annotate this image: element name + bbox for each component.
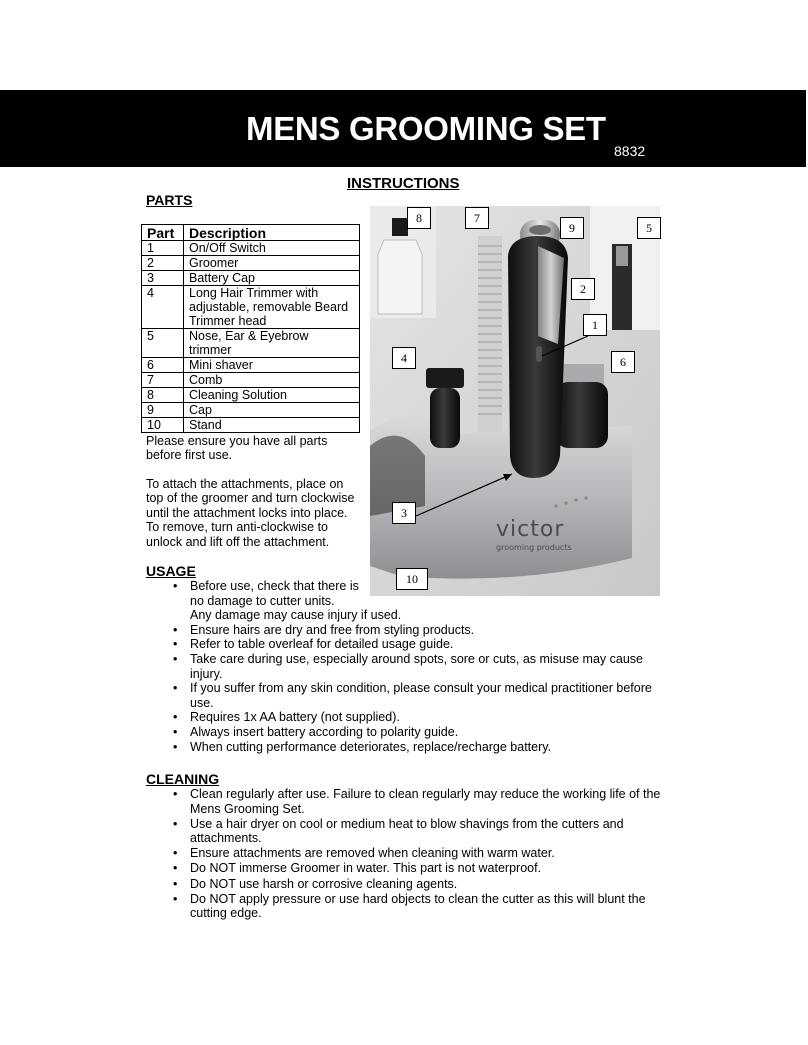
table-row: [142, 256, 360, 271]
part-number: 7: [142, 373, 184, 388]
callout-8: 8: [407, 207, 431, 229]
callout-2: 2: [571, 278, 595, 300]
callout-1: 1: [583, 314, 607, 336]
part-description: Battery Cap: [184, 271, 360, 286]
parts-heading: PARTS: [146, 192, 193, 208]
part-description: Comb: [184, 373, 360, 388]
callout-4: 4: [392, 347, 416, 369]
list-item: • Requires 1x AA battery (not supplied).: [146, 710, 666, 725]
part-number: 8: [142, 388, 184, 403]
table-row: [142, 241, 360, 256]
table-row: [142, 271, 360, 286]
list-item: • Clean regularly after use. Failure to clean regularly may reduce the working life of the Mens Grooming Set.: [146, 787, 666, 816]
table-row: [142, 388, 360, 403]
part-description: Cleaning Solution: [184, 388, 360, 403]
list-item: • Do NOT apply pressure or use hard objects to clean the cutter as this will blunt the cutting edge.: [146, 892, 666, 921]
table-row: [142, 373, 360, 388]
attach-instructions: To attach the attachments, place on top of the groomer and turn clockwise until the attachment locks into place. To remove, turn anti-clockwise to unlock and lift off the attachment.: [146, 477, 355, 549]
callout-5: 5: [637, 217, 661, 239]
page-title: MENS GROOMING SET: [246, 110, 606, 147]
instructions-heading: INSTRUCTIONS: [347, 175, 460, 192]
table-row: [142, 358, 360, 373]
part-description: Groomer: [184, 256, 360, 271]
usage-list: [146, 579, 666, 754]
part-number: 5: [142, 329, 184, 358]
title-banner: [0, 90, 806, 167]
callout-6: 6: [611, 351, 635, 373]
list-item: • Take care during use, especially around spots, sore or cuts, as misuse may cause injury.: [146, 652, 666, 681]
part-description: On/Off Switch: [184, 241, 360, 256]
brand-logo: victor: [496, 517, 565, 542]
list-item: [146, 579, 666, 623]
callout-9: 9: [560, 217, 584, 239]
list-item: • Always insert battery according to polarity guide.: [146, 725, 666, 740]
column-header-description: Description: [184, 225, 360, 241]
table-header-row: [142, 225, 360, 241]
part-number: 9: [142, 403, 184, 418]
cleaning-list: [146, 787, 666, 921]
product-photo: [370, 206, 660, 596]
list-item: • Ensure attachments are removed when cleaning with warm water.: [146, 846, 666, 861]
list-item: • Ensure hairs are dry and free from styling products.: [146, 623, 666, 638]
table-row: [142, 403, 360, 418]
table-row: [142, 329, 360, 358]
part-number: 6: [142, 358, 184, 373]
list-item: • Do NOT use harsh or corrosive cleaning agents.: [146, 877, 666, 892]
part-number: 10: [142, 418, 184, 433]
list-item: • Do NOT immerse Groomer in water. This part is not waterproof.: [146, 861, 666, 876]
part-description: Cap: [184, 403, 360, 418]
list-item: • Use a hair dryer on cool or medium heat to blow shavings from the cutters and attachments.: [146, 817, 666, 846]
brand-tagline: grooming products: [496, 543, 572, 552]
usage-item-text: no damage to cutter units.: [190, 593, 335, 608]
column-header-part: Part: [142, 225, 184, 241]
usage-heading: USAGE: [146, 563, 196, 579]
table-row: [142, 418, 360, 433]
part-number: 3: [142, 271, 184, 286]
callout-10: 10: [396, 568, 428, 590]
part-description: Nose, Ear & Eyebrow trimmer: [184, 329, 360, 358]
parts-table: [141, 224, 360, 433]
list-item: • Refer to table overleaf for detailed usage guide.: [146, 637, 666, 652]
product-illustration: [370, 206, 660, 596]
parts-note: Please ensure you have all parts before first use.: [146, 434, 328, 463]
list-item: • If you suffer from any skin condition, please consult your medical practitioner before use.: [146, 681, 666, 710]
callout-3: 3: [392, 502, 416, 524]
part-number: 2: [142, 256, 184, 271]
product-code: 8832: [614, 143, 646, 159]
usage-item-text: Any damage may cause injury if used.: [190, 608, 402, 623]
cleaning-heading: CLEANING: [146, 771, 220, 787]
usage-item-text: Before use, check that there is: [190, 579, 359, 593]
list-item: • When cutting performance deteriorates, replace/recharge battery.: [146, 740, 666, 755]
part-description: Mini shaver: [184, 358, 360, 373]
part-number: 1: [142, 241, 184, 256]
part-description: Long Hair Trimmer with adjustable, removable Beard Trimmer head: [184, 286, 360, 329]
part-description: Stand: [184, 418, 360, 433]
part-number: 4: [142, 286, 184, 329]
table-row: [142, 286, 360, 329]
callout-7: 7: [465, 207, 489, 229]
